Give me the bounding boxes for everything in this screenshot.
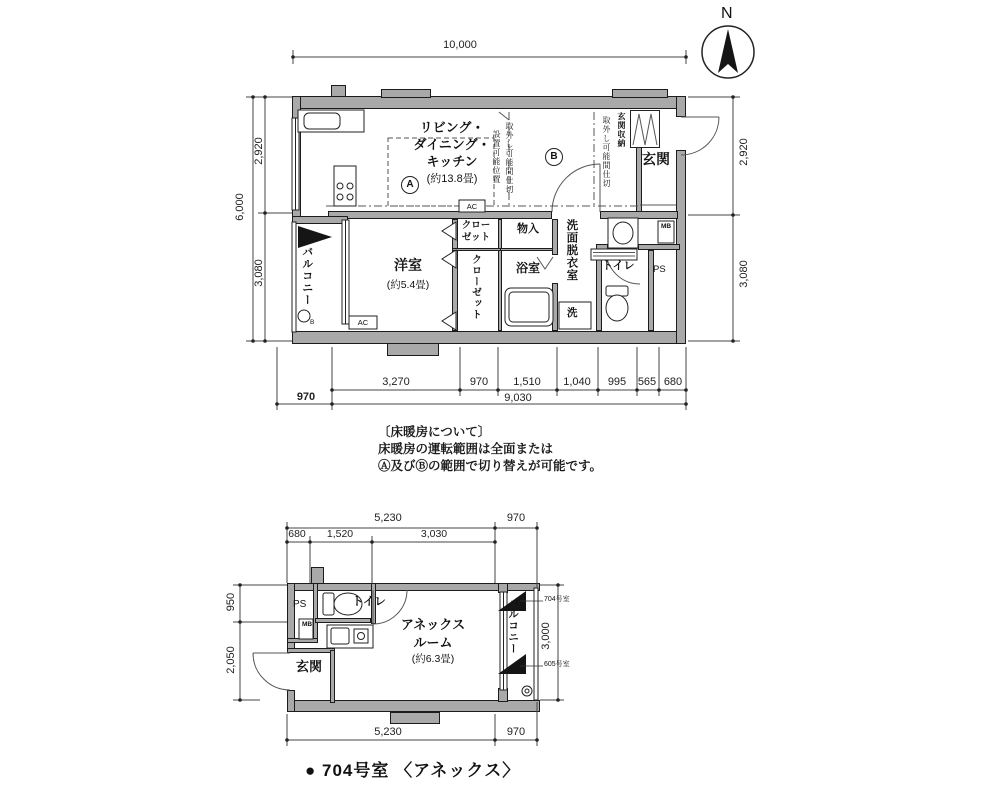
- tap-label: B: [310, 319, 315, 326]
- room-label-entrance: 玄関: [642, 151, 670, 167]
- room-label-storage: 物入: [517, 223, 539, 235]
- shaft-label-mb: MB: [301, 621, 313, 628]
- room-label-entrance-storage: 玄関収納: [617, 112, 626, 148]
- partition-note-right: 取外し可能間仕切: [602, 116, 611, 188]
- dim-label: 970: [469, 376, 489, 388]
- room-label-entrance: 玄関: [296, 659, 323, 674]
- dim-label: 995: [607, 376, 627, 388]
- dim-label: 3,270: [382, 376, 410, 388]
- floor-heating-note: 〔床暖房について〕: [378, 425, 491, 439]
- room-size-annex: (約6.3畳): [411, 653, 455, 665]
- room-label-ldk: ダイニング・: [413, 137, 491, 152]
- dim-label: 1,520: [326, 528, 354, 540]
- dim-label: 1,040: [563, 376, 591, 388]
- unit-ref-704: 704号室: [544, 596, 570, 603]
- partition-note: 取外し可能間仕切: [505, 122, 514, 194]
- room-label-ldk: リビング・: [419, 120, 485, 135]
- dim-label: 5,230: [374, 512, 402, 524]
- dim-label: 9,030: [504, 392, 532, 404]
- dim-label: 565: [637, 376, 657, 388]
- north-label: N: [721, 5, 733, 22]
- room-label-closet-side: クローゼット: [469, 254, 481, 320]
- room-label-bedroom: 洋室: [394, 257, 422, 273]
- room-label-toilet: トイレ: [352, 596, 386, 608]
- dim-label: 970: [296, 391, 316, 403]
- dim-label: 6,000: [234, 193, 246, 221]
- floor-heating-zone-b: B: [545, 148, 563, 166]
- dim-label: 1,510: [513, 376, 541, 388]
- dim-label: 680: [663, 376, 683, 388]
- dim-label: 3,030: [420, 528, 448, 540]
- partition-note: 設置可能位置: [492, 130, 501, 184]
- dim-label: 3,000: [540, 622, 552, 650]
- room-label-toilet: トイレ: [602, 260, 635, 272]
- dim-label: 3,080: [738, 260, 750, 288]
- shaft-label-mb: MB: [660, 223, 672, 230]
- dim-label: 5,230: [374, 726, 402, 738]
- room-size-ldk: (約13.8畳): [426, 173, 478, 185]
- dim-label: 3,080: [253, 259, 265, 287]
- dim-label: 2,920: [738, 138, 750, 166]
- room-size-bedroom: (約5.4畳): [386, 279, 430, 291]
- unit-ref-605: 605号室: [544, 661, 570, 668]
- shaft-label-ps: PS: [653, 264, 666, 275]
- room-label-annex: ルーム: [413, 635, 453, 650]
- room-label-closet-top: クロー: [461, 220, 491, 231]
- room-label-closet-top: ゼット: [461, 232, 491, 243]
- dim-label: 2,920: [253, 137, 265, 165]
- room-label-annex: アネックス: [400, 617, 466, 632]
- dim-label: 970: [506, 726, 526, 738]
- room-label-bath: 浴室: [515, 261, 540, 275]
- plan-caption: ● 704号室 〈アネックス〉: [305, 761, 521, 780]
- dim-label: 950: [225, 592, 237, 612]
- dim-label: 680: [288, 528, 306, 540]
- dim-label: 970: [506, 512, 526, 524]
- room-label-washroom: 洗面脱衣室: [565, 219, 578, 282]
- room-label-balcony: バルコニー: [507, 597, 520, 655]
- ac-label: AC: [357, 318, 369, 327]
- room-label-balcony: バルコニー: [300, 246, 313, 306]
- ac-label: AC: [466, 202, 478, 211]
- dim-label: 10,000: [443, 39, 477, 51]
- floor-heating-zone-a: A: [401, 176, 419, 194]
- floor-heating-note: Ⓐ及びⒷの範囲で切り替えが可能です。: [378, 459, 603, 473]
- room-label-ldk: キッチン: [426, 154, 478, 169]
- dim-label: 2,050: [225, 646, 237, 674]
- shaft-label-ps: PS: [293, 599, 307, 610]
- floor-heating-note: 床暖房の運転範囲は全面または: [378, 442, 554, 456]
- fixture-label-washer: 洗: [567, 307, 578, 319]
